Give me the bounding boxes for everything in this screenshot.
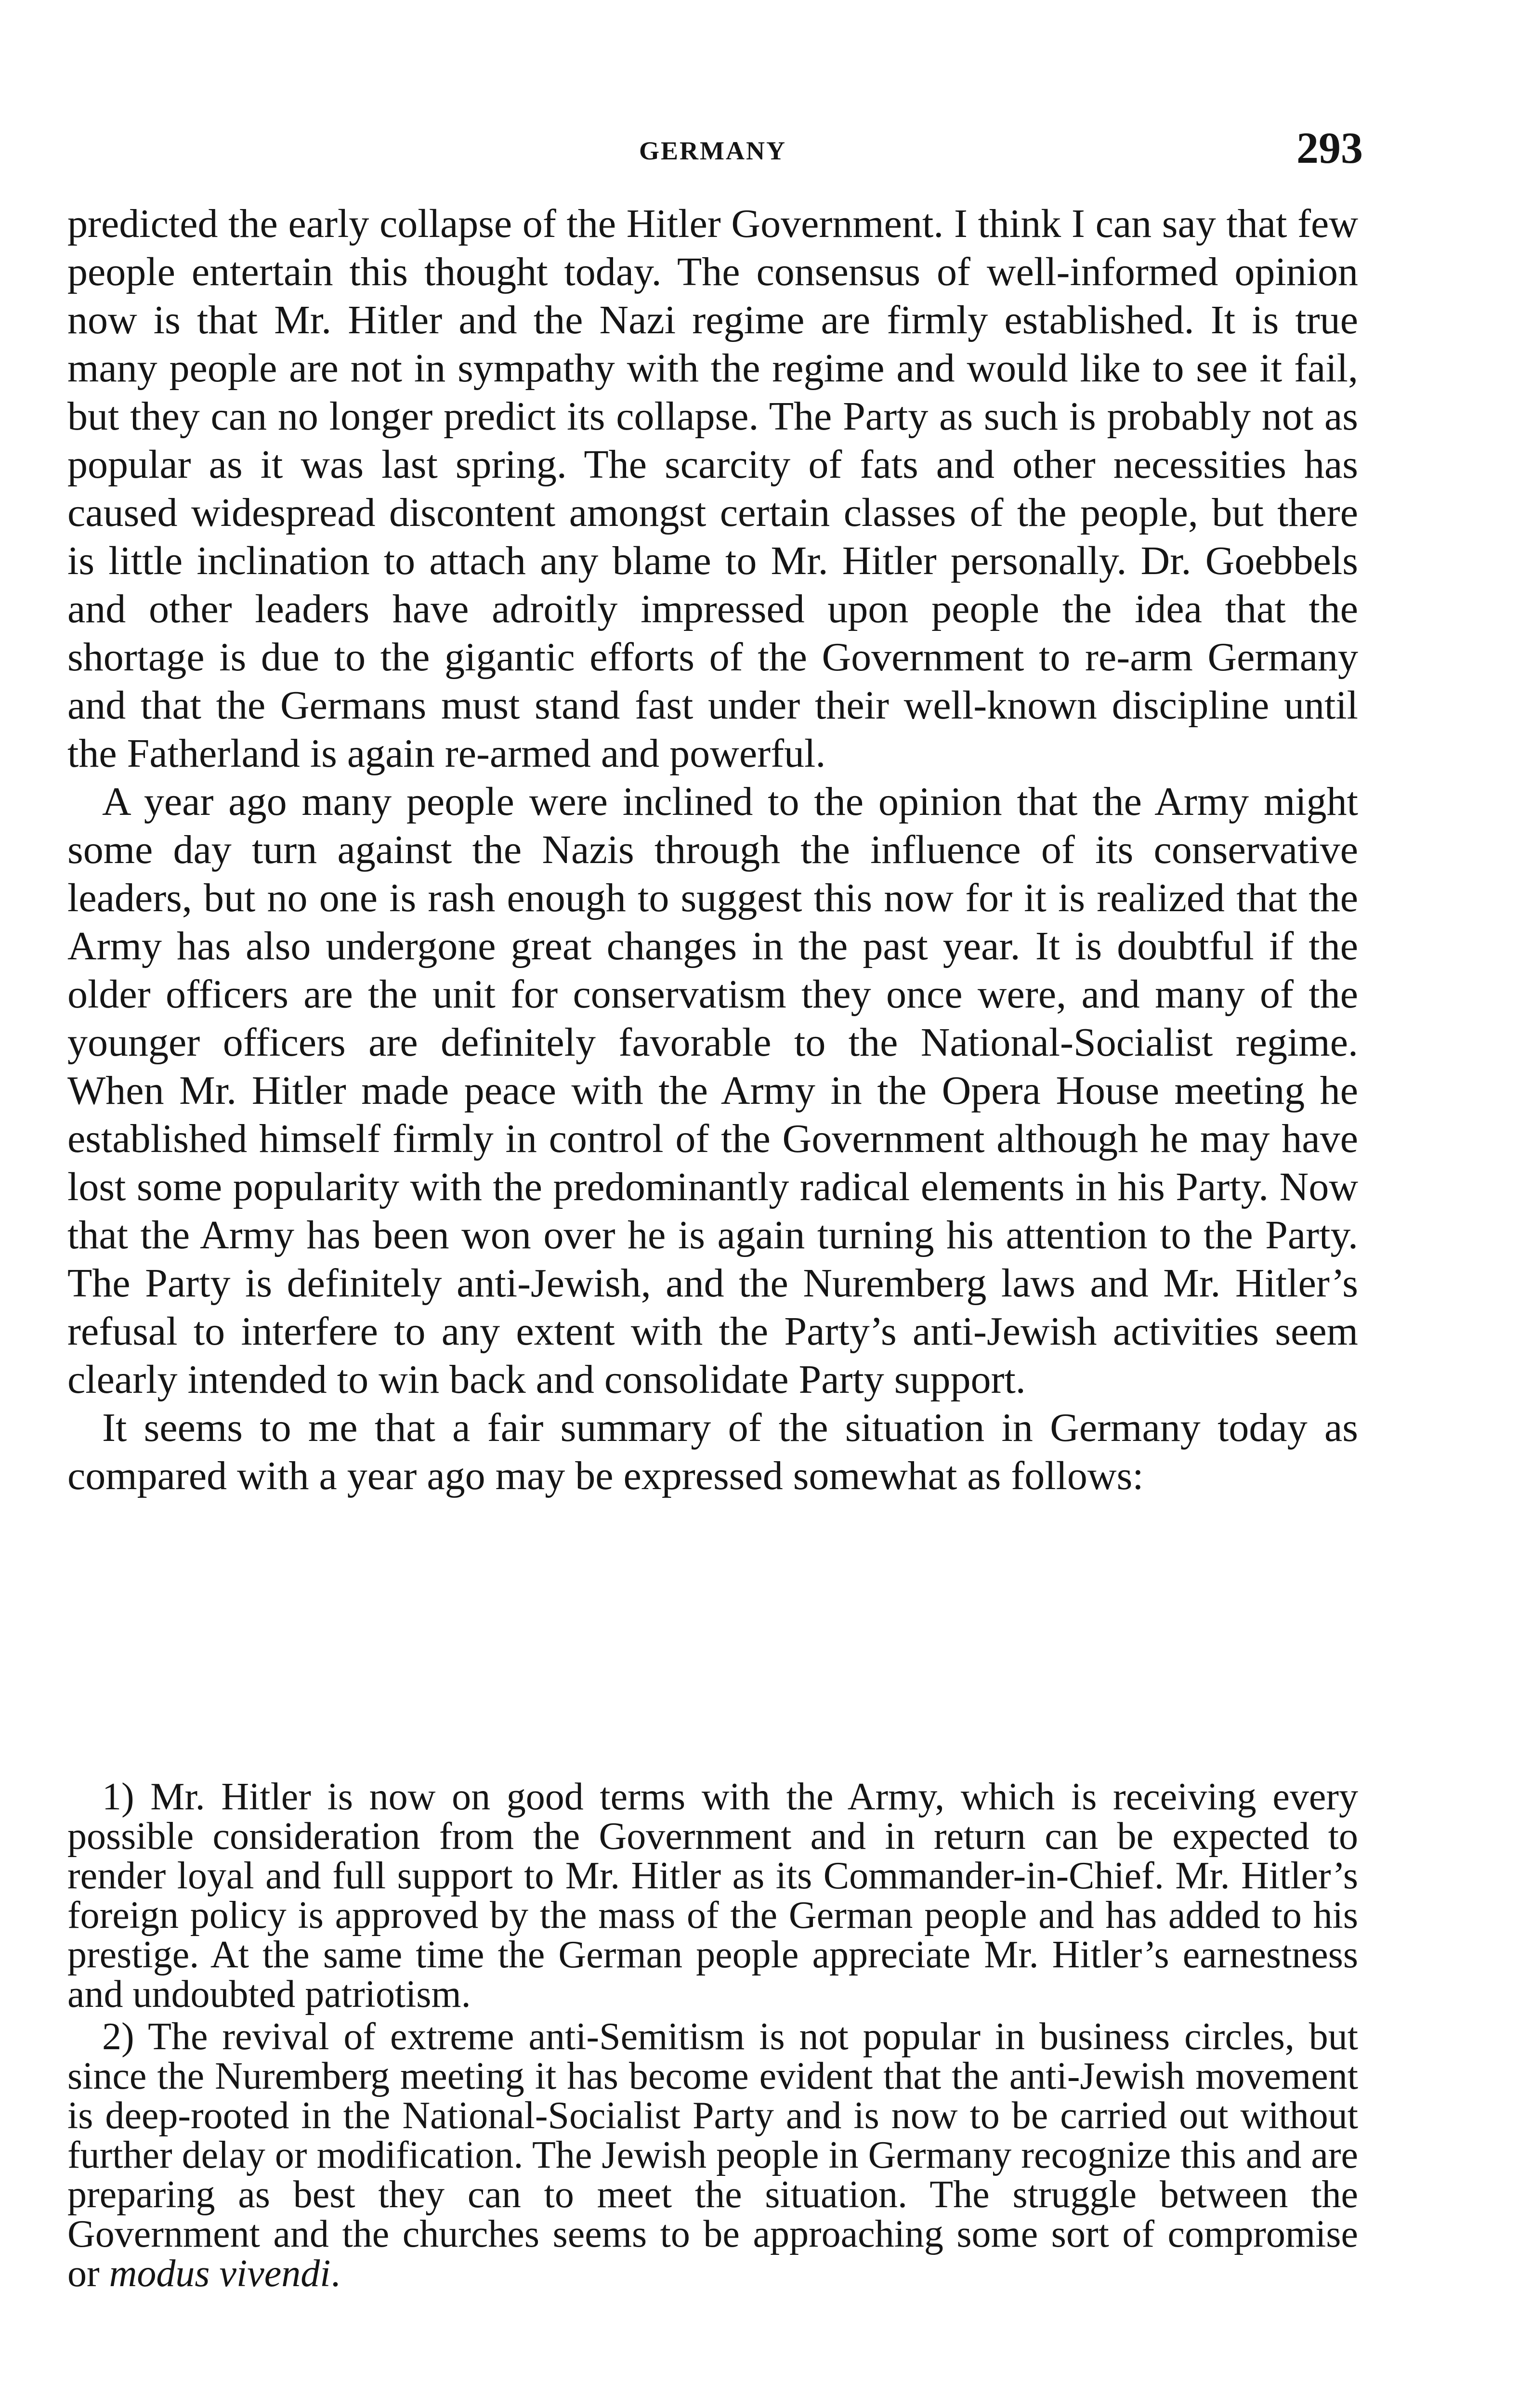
list-item-2-text: 2) The revival of extreme anti-Semitism is not popular in business circles, but since the Nuremberg meeting it has become evident that the anti-Jewish movement is deep-rooted in the National-Socialist Party and is now to be carried out without further delay or modification. The Jewish people in Germany recognize this and are preparing as best they can to meet the situation. The struggle between the Government and the churches seems to be approaching some sort of compromise or xyxy=(67,2015,1358,2295)
list-item-2 xyxy=(67,2017,1358,2293)
page-number: 293 xyxy=(1296,123,1363,172)
italic-phrase: modus vivendi xyxy=(109,2252,331,2295)
body-text xyxy=(67,200,1358,1500)
list-item-2-end: . xyxy=(330,2252,340,2295)
list-item-1: 1) Mr. Hitler is now on good terms with the Army, which is receiving every possible consideration from the Government and in return can be expected to render loyal and full support to Mr. Hitler as its Commander-in-Chief. Mr. Hitler’s foreign policy is approved by the mass of the German people and has added to his prestige. At the same time the German people appreciate Mr. Hitler’s earnestness and undoubted patriotism. xyxy=(67,1776,1358,2015)
paragraph-summary-intro: It seems to me that a fair summary of the situation in Germany today as compared with a year ago may be expressed somewhat as follows: xyxy=(67,1405,1358,1498)
running-title: GERMANY xyxy=(639,136,786,165)
paragraph-continuation: predicted the early collapse of the Hitler Government. I think I can say that few people entertain this thought today. The consensus of well-informed opinion now is that Mr. Hitler and the Nazi regime are firmly established. It is true many people are not in sympathy with the regime and would like to see it fail, but they can no longer predict its collapse. The Party as such is probably not as popular as it was last spring. The scarcity of fats and other necessities has caused widespread discontent amongst certain classes of the people, but there is little inclination to attach any blame to Mr. Hitler personally. Dr. Goebbels and other leaders have adroitly impressed upon people the idea that the shortage is due to the gigantic efforts of the Government to re-arm Germany and that the Germans must stand fast under their well-known discipline until the Fatherland is again re-armed and powerful. xyxy=(67,201,1358,776)
document-page xyxy=(67,0,1363,2408)
summary-list xyxy=(67,1777,1358,2293)
paragraph-army: A year ago many people were inclined to the opinion that the Army might some day turn against the Nazis through the influence of its conservative leaders, but no one is rash enough to suggest this now for it is realized that the Army has also undergone great changes in the past year. It is doubtful if the older officers are the unit for conservatism they once were, and many of the younger officers are definitely favorable to the National-Socialist regime. When Mr. Hitler made peace with the Army in the Opera House meeting he established himself firmly in control of the Government although he may have lost some popularity with the predominantly radical elements in his Party. Now that the Army has been won over he is again turning his attention to the Party. The Party is definitely anti-Jewish, and the Nuremberg laws and Mr. Hitler’s refusal to interfere to any extent with the Party’s anti-Jewish activities seem clearly intended to win back and consolidate Party support. xyxy=(67,779,1358,1402)
running-header xyxy=(67,123,1363,179)
